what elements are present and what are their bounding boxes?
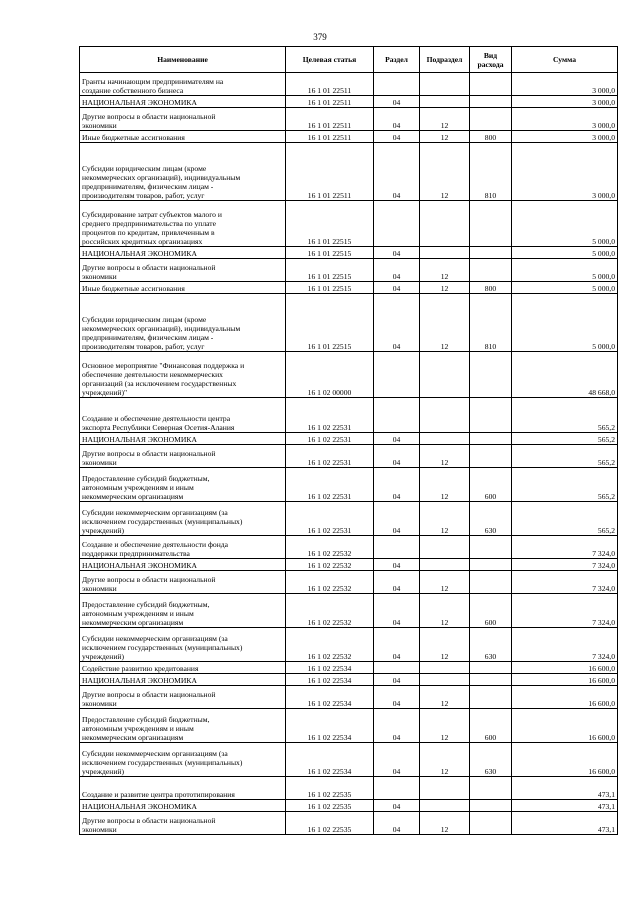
row-sum: 565,2 (512, 468, 618, 502)
row-expense-type (470, 201, 512, 247)
row-expense-type (470, 259, 512, 282)
table-row (80, 777, 618, 800)
row-section: 04 (374, 571, 420, 594)
row-expense-type (470, 662, 512, 674)
row-name: Субсидирование затрат субъектов малого и среднего предпринимательства по уплате процентов по кредитам, привлеченным в российских кредитных организациях (80, 201, 286, 247)
table-row (80, 247, 618, 259)
row-subsection: 12 (420, 502, 470, 536)
row-name: Субсидии некоммерческим организациям (за исключением государственных (муниципальных) учреждений) (80, 743, 286, 777)
row-expense-type: 600 (470, 709, 512, 743)
row-name: Субсидии некоммерческим организациям (за исключением государственных (муниципальных) учреждений) (80, 502, 286, 536)
table-row (80, 201, 618, 247)
row-section: 04 (374, 131, 420, 143)
header-target: Целевая статья (286, 47, 374, 73)
row-sum: 16 600,0 (512, 709, 618, 743)
row-target: 16 1 02 22531 (286, 445, 374, 468)
row-subsection: 12 (420, 282, 470, 294)
row-subsection: 12 (420, 709, 470, 743)
table-row (80, 468, 618, 502)
row-sum: 48 668,0 (512, 352, 618, 398)
budget-table (79, 46, 618, 835)
table-row (80, 502, 618, 536)
row-subsection: 12 (420, 131, 470, 143)
row-name: НАЦИОНАЛЬНАЯ ЭКОНОМИКА (80, 433, 286, 445)
row-target: 16 1 02 22532 (286, 559, 374, 571)
row-sum: 565,2 (512, 398, 618, 433)
row-sum: 7 324,0 (512, 571, 618, 594)
row-expense-type: 800 (470, 282, 512, 294)
row-section: 04 (374, 502, 420, 536)
row-sum: 3 000,0 (512, 96, 618, 108)
row-section: 04 (374, 282, 420, 294)
row-expense-type (470, 571, 512, 594)
row-target: 16 1 01 22515 (286, 201, 374, 247)
row-subsection: 12 (420, 294, 470, 352)
header-subsection: Подраздел (420, 47, 470, 73)
row-name: Содействие развитию кредитования (80, 662, 286, 674)
row-subsection: 12 (420, 743, 470, 777)
row-expense-type (470, 73, 512, 96)
row-target: 16 1 02 22531 (286, 433, 374, 445)
row-subsection (420, 777, 470, 800)
row-expense-type (470, 247, 512, 259)
row-name: Субсидии некоммерческим организациям (за исключением государственных (муниципальных) учреждений) (80, 628, 286, 662)
row-sum: 16 600,0 (512, 674, 618, 686)
header-expense-type: Вид расхода (470, 47, 512, 73)
row-expense-type: 630 (470, 502, 512, 536)
row-expense-type: 800 (470, 131, 512, 143)
row-target: 16 1 01 22511 (286, 73, 374, 96)
row-section: 04 (374, 812, 420, 835)
row-name: Субсидии юридическим лицам (кроме некоммерческих организаций), индивидуальным предпринимателям, физическим лицам - производителям товаров, работ, услуг (80, 294, 286, 352)
row-subsection (420, 96, 470, 108)
row-section (374, 73, 420, 96)
row-section: 04 (374, 559, 420, 571)
row-section: 04 (374, 445, 420, 468)
row-subsection (420, 800, 470, 812)
row-target: 16 1 01 22515 (286, 247, 374, 259)
table-row (80, 352, 618, 398)
row-subsection (420, 201, 470, 247)
row-target: 16 1 01 22515 (286, 282, 374, 294)
table-row (80, 259, 618, 282)
row-name: НАЦИОНАЛЬНАЯ ЭКОНОМИКА (80, 96, 286, 108)
row-target: 16 1 02 22532 (286, 571, 374, 594)
row-section: 04 (374, 674, 420, 686)
row-expense-type (470, 433, 512, 445)
table-header-row (80, 47, 618, 73)
row-subsection: 12 (420, 445, 470, 468)
table-row (80, 131, 618, 143)
table-row (80, 662, 618, 674)
row-target: 16 1 02 22534 (286, 662, 374, 674)
row-name: Другие вопросы в области национальной экономики (80, 571, 286, 594)
row-sum: 7 324,0 (512, 536, 618, 559)
row-subsection: 12 (420, 143, 470, 201)
row-section: 04 (374, 709, 420, 743)
row-name: НАЦИОНАЛЬНАЯ ЭКОНОМИКА (80, 674, 286, 686)
row-expense-type (470, 108, 512, 131)
header-name: Наименование (80, 47, 286, 73)
table-row (80, 433, 618, 445)
page-number: 379 (313, 32, 327, 42)
row-sum: 565,2 (512, 445, 618, 468)
row-name: Предоставление субсидий бюджетным, автономным учреждениям и иным некоммерческим организациям (80, 709, 286, 743)
row-sum: 16 600,0 (512, 743, 618, 777)
row-subsection: 12 (420, 812, 470, 835)
row-subsection: 12 (420, 108, 470, 131)
row-sum: 5 000,0 (512, 247, 618, 259)
table-row (80, 73, 618, 96)
row-sum: 3 000,0 (512, 108, 618, 131)
row-section: 04 (374, 96, 420, 108)
row-expense-type (470, 686, 512, 709)
row-target: 16 1 02 00000 (286, 352, 374, 398)
row-name: Предоставление субсидий бюджетным, автономным учреждениям и иным некоммерческим организациям (80, 468, 286, 502)
row-name: Гранты начинающим предпринимателям на создание собственного бизнеса (80, 73, 286, 96)
table-row (80, 559, 618, 571)
row-section: 04 (374, 468, 420, 502)
row-name: Основное мероприятие "Финансовая поддержка и обеспечение деятельности некоммерческих организаций (за исключением государственных учреждений)" (80, 352, 286, 398)
row-expense-type: 630 (470, 743, 512, 777)
row-target: 16 1 01 22511 (286, 108, 374, 131)
row-section: 04 (374, 108, 420, 131)
row-target: 16 1 02 22534 (286, 743, 374, 777)
row-subsection (420, 536, 470, 559)
row-section (374, 662, 420, 674)
row-target: 16 1 02 22532 (286, 594, 374, 628)
row-section (374, 777, 420, 800)
table-row (80, 143, 618, 201)
row-sum: 3 000,0 (512, 143, 618, 201)
table-row (80, 812, 618, 835)
row-target: 16 1 01 22511 (286, 143, 374, 201)
row-name: Другие вопросы в области национальной экономики (80, 812, 286, 835)
row-subsection: 12 (420, 571, 470, 594)
row-section (374, 398, 420, 433)
row-subsection: 12 (420, 686, 470, 709)
row-expense-type (470, 800, 512, 812)
row-section: 04 (374, 247, 420, 259)
row-name: Создание и развитие центра прототипирования (80, 777, 286, 800)
row-sum: 3 000,0 (512, 131, 618, 143)
row-target: 16 1 01 22511 (286, 96, 374, 108)
row-name: Иные бюджетные ассигнования (80, 131, 286, 143)
row-subsection: 12 (420, 628, 470, 662)
row-subsection: 12 (420, 594, 470, 628)
row-name: Иные бюджетные ассигнования (80, 282, 286, 294)
row-sum: 5 000,0 (512, 294, 618, 352)
row-section: 04 (374, 259, 420, 282)
table-row (80, 800, 618, 812)
row-expense-type: 600 (470, 468, 512, 502)
row-section: 04 (374, 800, 420, 812)
row-sum: 7 324,0 (512, 628, 618, 662)
row-expense-type (470, 812, 512, 835)
table-row (80, 709, 618, 743)
row-subsection (420, 398, 470, 433)
table-row (80, 674, 618, 686)
row-section (374, 536, 420, 559)
row-section: 04 (374, 594, 420, 628)
row-section: 04 (374, 686, 420, 709)
row-name: Другие вопросы в области национальной экономики (80, 445, 286, 468)
row-target: 16 1 02 22531 (286, 502, 374, 536)
row-target: 16 1 02 22535 (286, 777, 374, 800)
row-sum: 473,1 (512, 812, 618, 835)
table-row (80, 96, 618, 108)
row-sum: 5 000,0 (512, 201, 618, 247)
table-row (80, 536, 618, 559)
row-subsection (420, 352, 470, 398)
row-expense-type (470, 559, 512, 571)
row-sum: 5 000,0 (512, 259, 618, 282)
row-target: 16 1 02 22535 (286, 812, 374, 835)
row-subsection (420, 73, 470, 96)
table-body (80, 73, 618, 835)
table-row (80, 571, 618, 594)
row-expense-type: 810 (470, 294, 512, 352)
row-expense-type: 600 (470, 594, 512, 628)
table-row (80, 398, 618, 433)
row-name: НАЦИОНАЛЬНАЯ ЭКОНОМИКА (80, 800, 286, 812)
row-expense-type (470, 674, 512, 686)
row-sum: 7 324,0 (512, 559, 618, 571)
row-expense-type (470, 352, 512, 398)
row-expense-type (470, 96, 512, 108)
table-row (80, 594, 618, 628)
table-row (80, 628, 618, 662)
row-subsection: 12 (420, 468, 470, 502)
row-expense-type: 810 (470, 143, 512, 201)
row-subsection (420, 247, 470, 259)
row-sum: 7 324,0 (512, 594, 618, 628)
header-sum: Сумма (512, 47, 618, 73)
row-name: Другие вопросы в области национальной экономики (80, 686, 286, 709)
row-sum: 473,1 (512, 800, 618, 812)
row-subsection (420, 662, 470, 674)
row-target: 16 1 02 22534 (286, 709, 374, 743)
row-name: Создание и обеспечение деятельности фонда поддержки предпринимательства (80, 536, 286, 559)
row-target: 16 1 02 22534 (286, 674, 374, 686)
table-row (80, 686, 618, 709)
row-name: НАЦИОНАЛЬНАЯ ЭКОНОМИКА (80, 247, 286, 259)
row-name: Предоставление субсидий бюджетным, автономным учреждениям и иным некоммерческим организациям (80, 594, 286, 628)
row-expense-type (470, 777, 512, 800)
row-expense-type (470, 398, 512, 433)
row-target: 16 1 02 22532 (286, 628, 374, 662)
row-section (374, 352, 420, 398)
row-expense-type (470, 445, 512, 468)
row-target: 16 1 02 22535 (286, 800, 374, 812)
table-row (80, 445, 618, 468)
row-target: 16 1 01 22515 (286, 294, 374, 352)
row-subsection: 12 (420, 259, 470, 282)
row-section: 04 (374, 628, 420, 662)
row-subsection (420, 433, 470, 445)
row-section: 04 (374, 294, 420, 352)
row-sum: 473,1 (512, 777, 618, 800)
row-subsection (420, 559, 470, 571)
table-row (80, 282, 618, 294)
table-row (80, 294, 618, 352)
row-name: Создание и обеспечение деятельности центра экспорта Республики Северная Осетия-Алания (80, 398, 286, 433)
row-target: 16 1 01 22515 (286, 259, 374, 282)
row-target: 16 1 02 22534 (286, 686, 374, 709)
row-section: 04 (374, 433, 420, 445)
row-section: 04 (374, 143, 420, 201)
row-name: Другие вопросы в области национальной экономики (80, 259, 286, 282)
row-name: Субсидии юридическим лицам (кроме некоммерческих организаций), индивидуальным предпринимателям, физическим лицам - производителям товаров, работ, услуг (80, 143, 286, 201)
row-expense-type: 630 (470, 628, 512, 662)
header-section: Раздел (374, 47, 420, 73)
row-target: 16 1 01 22511 (286, 131, 374, 143)
table-row (80, 108, 618, 131)
row-expense-type (470, 536, 512, 559)
row-sum: 16 600,0 (512, 686, 618, 709)
row-sum: 565,2 (512, 433, 618, 445)
table-row (80, 743, 618, 777)
row-section: 04 (374, 743, 420, 777)
row-target: 16 1 02 22532 (286, 536, 374, 559)
row-section (374, 201, 420, 247)
row-name: Другие вопросы в области национальной экономики (80, 108, 286, 131)
row-subsection (420, 674, 470, 686)
row-sum: 5 000,0 (512, 282, 618, 294)
row-sum: 565,2 (512, 502, 618, 536)
row-sum: 16 600,0 (512, 662, 618, 674)
row-target: 16 1 02 22531 (286, 468, 374, 502)
row-name: НАЦИОНАЛЬНАЯ ЭКОНОМИКА (80, 559, 286, 571)
row-sum: 3 000,0 (512, 73, 618, 96)
row-target: 16 1 02 22531 (286, 398, 374, 433)
